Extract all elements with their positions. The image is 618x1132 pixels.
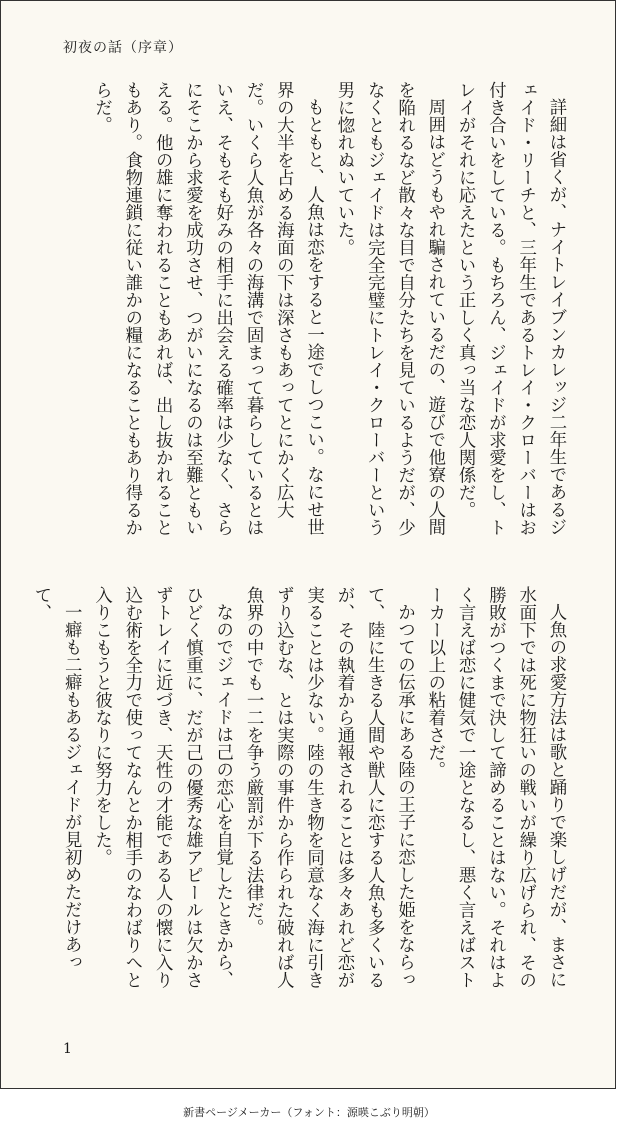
page-header: 初夜の話（序章） — [63, 40, 183, 56]
text-block-upper — [31, 81, 571, 553]
text-block-lower — [31, 586, 571, 1004]
paragraph: 人魚の求愛方法は歌と踊りで楽しげだが、まさに水面下では死に物狂いの戦いが繰り広げられ、その勝敗がつくまで決して諦めることはない。それはよく言えば恋に健気で一途となるし、悪く言えばストーカー以上の粘着さだ。 — [424, 586, 566, 989]
paragraph: なのでジェイドは己の恋心を自覚したときから、ひどく慎重に、だが己の優秀な雄アピールは欠かさずトレイに近づき、天性の才能である人の懐に入り込む術を全力で使ってなんとか相手のなわばりへと入りこもうと彼なりに努力をした。 — [91, 586, 233, 989]
paragraph: かつての伝承にある陸の王子に恋した姫をならって、陸に生きる人間や獣人に恋する人魚も多くいるが、その執着から通報されることは多々あれど恋が実ることは少ない。陸の生き物を同意なく海に引きずり込むな、とは実際の事件から作られた破れば人魚界の中でも一二を争う厳罰が下る法律だ。 — [243, 586, 415, 989]
paragraph: 周囲はどうもやれ騙されているだの、遊びで他寮の人間を陥れるなど散々な目で自分たちを見ているようだが、少なくともジェイドは完全完璧にトレイ・クローバーという男に惚れぬいていた。 — [333, 81, 445, 536]
paragraph: もともと、人魚は恋をすると一途でしつこい。なにせ世界の大半を占める海面の下は深さもあってとにかく広大だ。いくら人魚が各々の海溝で固まって暮らしているとはいえ、そもそも好みの相手に出会える確率は少なく、さらにそこから求愛を成功させ、つがいになるのは至難ともいえる。他の雄に奪われることもあれば、出し抜かれることもあり。食物連鎖に従い誰かの糧になることもあり得るからだ。 — [91, 81, 324, 536]
paragraph: 一癖も二癖もあるジェイドが見初めただけあって、 — [31, 586, 82, 971]
generator-credit: 新書ページメーカー（フォント：源暎こぶり明朝） — [183, 1106, 435, 1119]
paragraph: 詳細は省くが、ナイトレイブンカレッジ二年生であるジェイド・リーチと、三年生であるトレイ・クローバーはお付き合いをしている。もちろん、ジェイドが求愛をし、トレイがそれに応えたという正しく真っ当な恋人関係だ。 — [455, 81, 566, 536]
page-number: 1 — [63, 1041, 72, 1057]
